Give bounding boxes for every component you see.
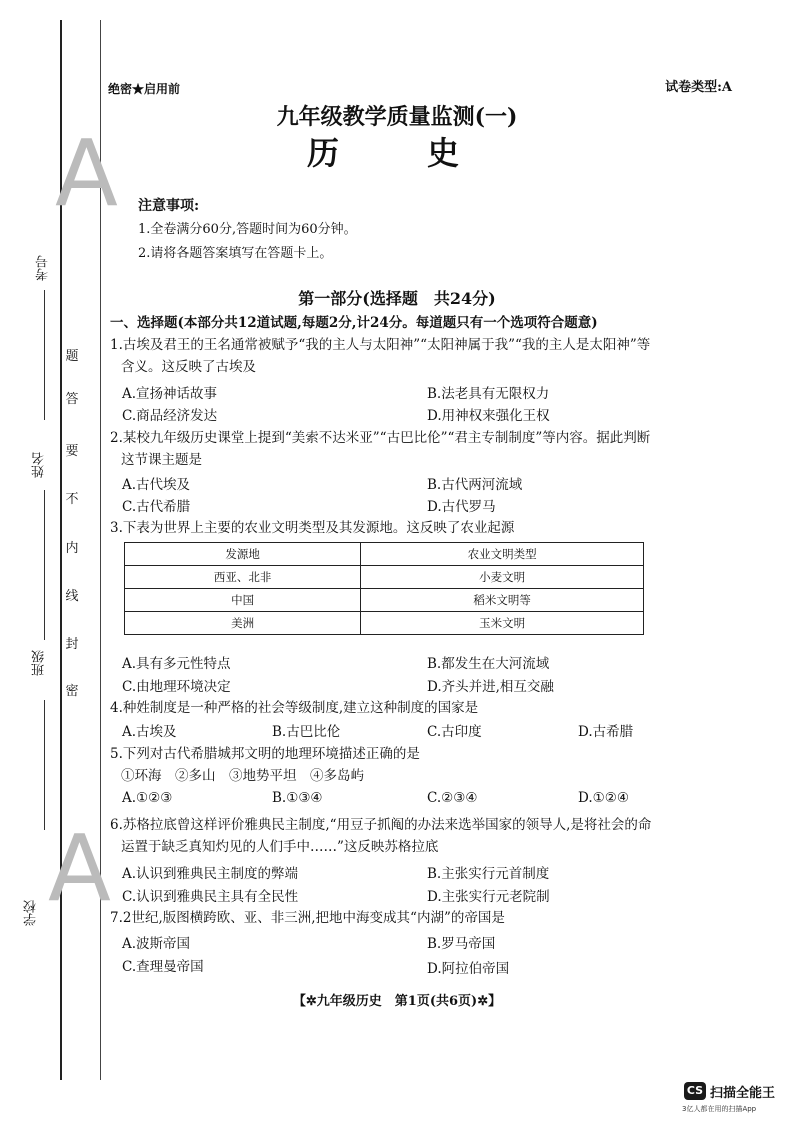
q5-stem — [110, 743, 420, 787]
q2-line: 2.某校九年级历史课堂上提到“美索不达米亚”“古巴比伦”“君主专制制度”等内容。据此判断 — [110, 430, 651, 446]
field-class: 班级 — [32, 650, 47, 676]
q3-option-c: C.由地理环境决定 — [122, 679, 231, 695]
q4-option-b: B.古巴比伦 — [272, 724, 341, 740]
table-cell: 美洲 — [125, 612, 361, 635]
q6-option-d: D.主张实行元老院制 — [427, 889, 550, 905]
q3-stem: 3.下表为世界上主要的农业文明类型及其发源地。这反映了农业起源 — [110, 520, 515, 536]
table-row — [125, 566, 644, 589]
q2-option-c: C.古代希腊 — [122, 499, 191, 515]
q5-option-a: A.①②③ — [122, 790, 173, 806]
table-cell: 稻米文明等 — [361, 589, 644, 612]
q3-table — [124, 542, 644, 635]
q7-stem: 7.2世纪,版图横跨欧、亚、非三洲,把地中海变成其“内湖”的帝国是 — [110, 910, 505, 926]
q5-option-b: B.①③④ — [272, 790, 323, 806]
class-blank — [44, 700, 45, 830]
seal-char: 线 — [65, 589, 79, 604]
q5-option-d: D.①②④ — [578, 790, 629, 806]
seal-char: 密 — [65, 684, 79, 699]
q6-option-b: B.主张实行元首制度 — [427, 866, 550, 882]
secret-label: 绝密★启用前 — [108, 82, 181, 96]
q4-option-c: C.古印度 — [427, 724, 482, 740]
q1-option-c: C.商品经济发达 — [122, 408, 218, 424]
q6-line: 6.苏格拉底曾这样评价雅典民主制度,“用豆子抓阄的办法来选举国家的领导人,是将社会的命 — [110, 817, 652, 833]
scanner-name: 扫描全能王 — [710, 1086, 776, 1101]
q5-line: 5.下列对古代希腊城邦文明的地理环境描述正确的是 — [110, 746, 420, 762]
exam-number-blank — [44, 290, 45, 420]
q1-option-d: D.用神权来强化王权 — [427, 408, 550, 424]
watermark-a-bottom: A — [48, 815, 111, 922]
part1-title: 第一部分(选择题 共24分) — [298, 289, 496, 308]
q7-option-a: A.波斯帝国 — [122, 936, 191, 952]
seal-char: 封 — [65, 637, 79, 652]
seal-char: 内 — [65, 541, 79, 556]
q7-option-b: B.罗马帝国 — [427, 936, 496, 952]
q3-option-b: B.都发生在大河流域 — [427, 656, 550, 672]
seal-char: 要 — [65, 444, 79, 459]
table-cell: 中国 — [125, 589, 361, 612]
watermark-a-top: A — [55, 120, 118, 227]
q7-option-d: D.阿拉伯帝国 — [427, 961, 510, 977]
q6-option-a: A.认识到雅典民主制度的弊端 — [122, 866, 299, 882]
page-title: 九年级教学质量监测(一) — [276, 104, 518, 130]
table-row — [125, 589, 644, 612]
q2-option-a: A.古代埃及 — [122, 477, 191, 493]
notice-heading: 注意事项: — [138, 198, 200, 214]
q1-option-a: A.宣扬神话故事 — [122, 386, 218, 402]
q6-option-c: C.认识到雅典民主具有全民性 — [122, 889, 299, 905]
table-row — [125, 612, 644, 635]
part1-instruction: 一、选择题(本部分共12道试题,每题2分,计24分。每道题只有一个选项符合题意) — [110, 315, 598, 331]
notice-item: 2.请将各题答案填写在答题卡上。 — [138, 246, 333, 261]
q6-line: 运置于缺乏真知灼见的人们手中……”这反映苏格拉底 — [121, 839, 439, 855]
q4-option-a: A.古埃及 — [122, 724, 177, 740]
field-name: 姓名 — [32, 452, 47, 478]
q4-stem: 4.种姓制度是一种严格的社会等级制度,建立这种制度的国家是 — [110, 700, 479, 716]
subject-title: 历 史 — [306, 134, 487, 172]
q1-line: 1.古埃及君王的王名通常被赋予“我的主人与太阳神”“太阳神属于我”“我的主人是太阳神”等 — [110, 337, 651, 353]
q7-option-c: C.查理曼帝国 — [122, 959, 204, 975]
q3-option-d: D.齐头并进,相互交融 — [427, 679, 554, 695]
q1-option-b: B.法老具有无限权力 — [427, 386, 550, 402]
seal-char: 不 — [65, 492, 79, 507]
table-header-type: 农业文明类型 — [361, 543, 644, 566]
name-blank — [44, 490, 45, 640]
q2-stem — [110, 427, 650, 471]
field-exam-number: 考号 — [36, 255, 51, 281]
paper-type: 试卷类型:A — [665, 80, 732, 95]
q6-stem — [110, 814, 651, 858]
q1-stem — [110, 334, 650, 378]
field-school: 学校 — [24, 900, 39, 926]
table-cell: 玉米文明 — [361, 612, 644, 635]
page-footer: 【✲九年级历史 第1页(共6页)✲】 — [292, 994, 502, 1009]
q2-line: 这节课主题是 — [121, 452, 202, 468]
seal-char: 题 — [65, 349, 79, 364]
notice-item: 1.全卷满分60分,答题时间为60分钟。 — [138, 222, 357, 237]
q2-option-d: D.古代罗马 — [427, 499, 496, 515]
table-cell: 西亚、北非 — [125, 566, 361, 589]
q5-line: ①环海 ②多山 ③地势平坦 ④多岛屿 — [121, 768, 364, 784]
scanner-logo-icon: CS — [684, 1082, 706, 1100]
q4-option-d: D.古希腊 — [578, 724, 634, 740]
q3-option-a: A.具有多元性特点 — [122, 656, 231, 672]
scanner-slogan: 3亿人都在用的扫描App — [682, 1105, 757, 1113]
seal-char: 答 — [65, 392, 79, 407]
q2-option-b: B.古代两河流域 — [427, 477, 523, 493]
table-cell: 小麦文明 — [361, 566, 644, 589]
table-header-origin: 发源地 — [125, 543, 361, 566]
table-row — [125, 543, 644, 566]
q5-option-c: C.②③④ — [427, 790, 478, 806]
q1-line: 含义。这反映了古埃及 — [121, 359, 256, 375]
